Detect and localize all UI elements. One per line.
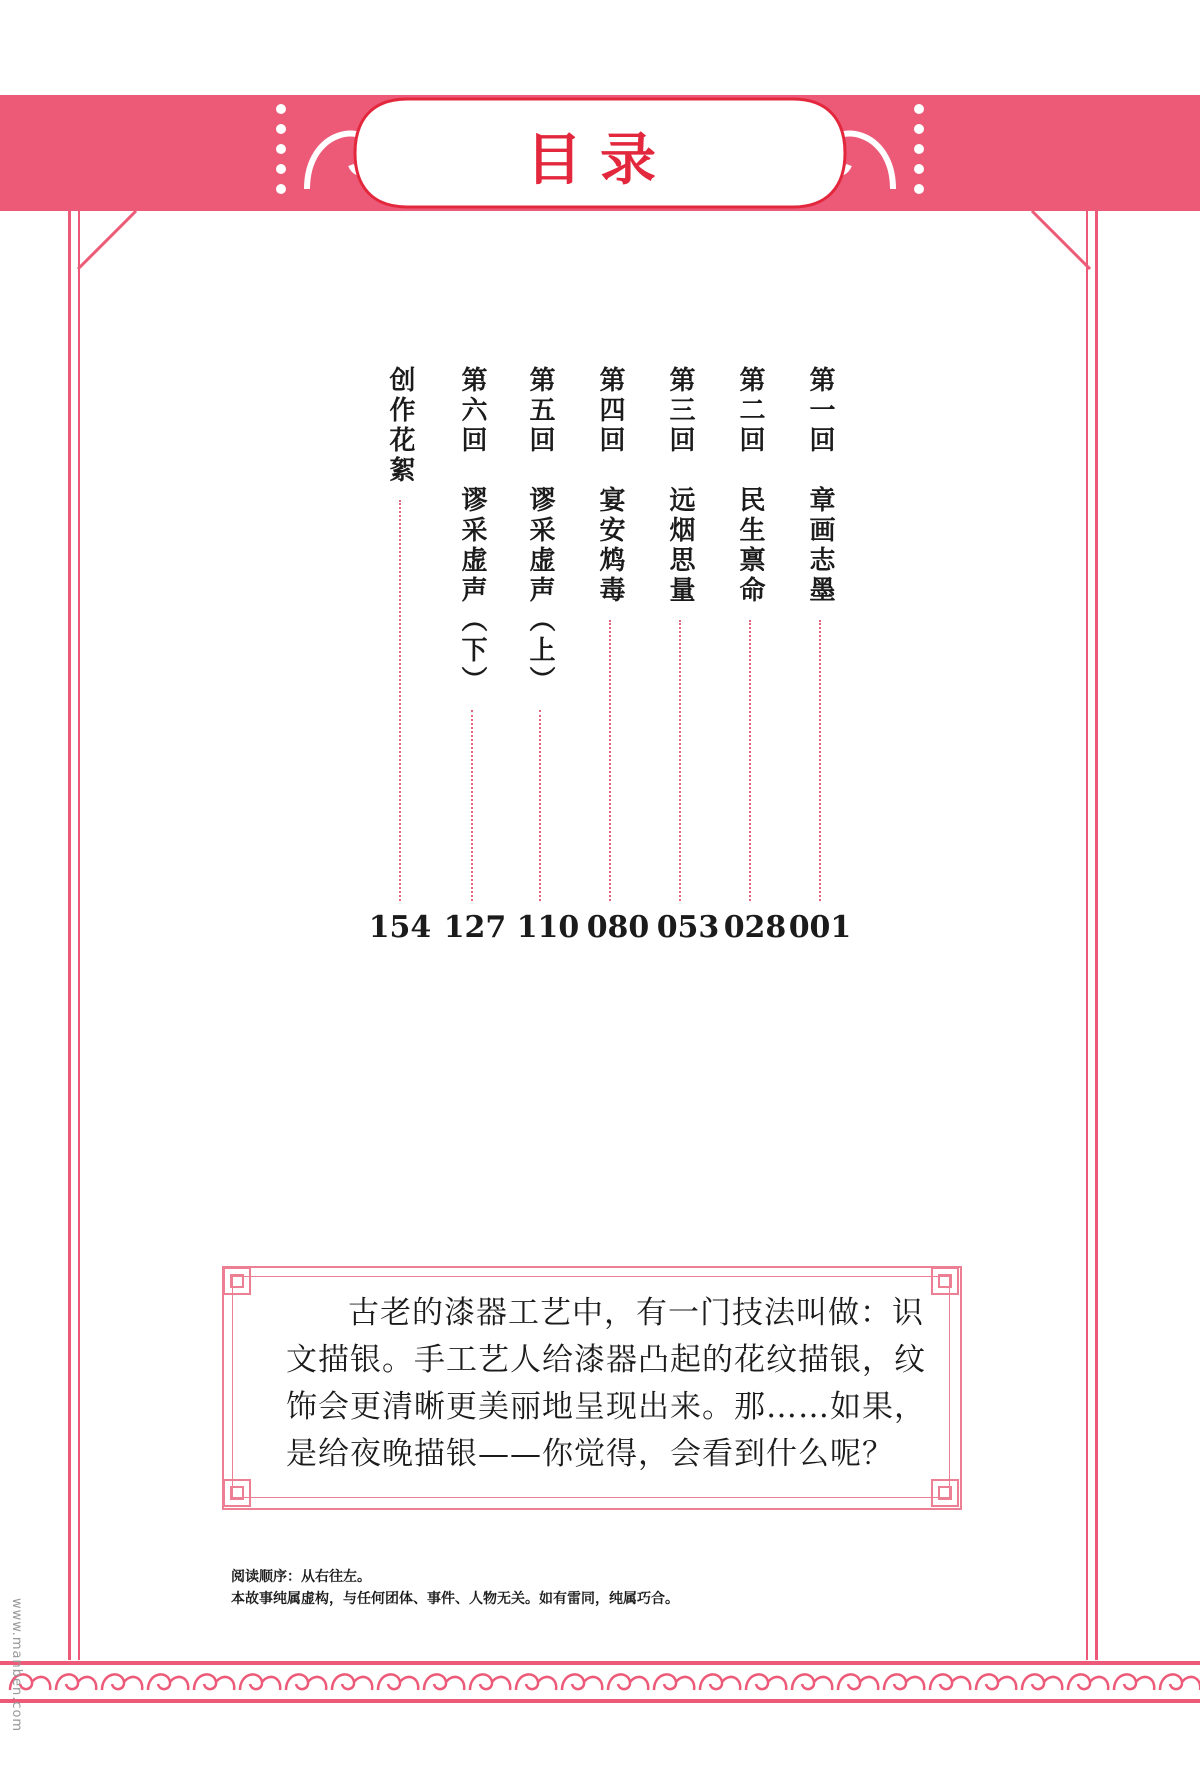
page-title: 目录 (526, 128, 674, 193)
toc-entry-title: 创作花絮 (385, 366, 415, 486)
toc-entry-title: 第一回 章画志墨 (805, 366, 835, 606)
frame-left-inner-line (78, 211, 80, 1660)
toc-entry-title: 第三回 远烟思量 (665, 366, 695, 606)
toc-page-number: 080 (586, 910, 650, 945)
frame-corner-right (1030, 211, 1100, 281)
toc-entry-1[interactable] (800, 366, 840, 901)
toc-page-number: 053 (656, 910, 720, 945)
toc-dot-leader (679, 620, 681, 901)
toc-entry-title: 第六回 谬采虚声（下） (457, 366, 487, 696)
toc-entry-4[interactable] (590, 366, 630, 901)
toc-page-number: 127 (443, 910, 507, 945)
toc-dot-leader (819, 620, 821, 901)
reading-order-note: 阅读顺序：从右往左。 (231, 1569, 371, 1585)
toc-entry-title: 第四回 宴安鸩毒 (595, 366, 625, 606)
toc-dot-leader (539, 710, 541, 901)
toc-entry-6[interactable] (452, 366, 492, 901)
intro-paragraph: 古老的漆器工艺中，有一门技法叫做：识文描银。手工艺人给漆器凸起的花纹描银，纹饰会更清晰更美丽地呈现出来。那……如果，是给夜晚描银——你觉得，会看到什么呢？ (286, 1295, 926, 1472)
toc-dot-leader (609, 620, 611, 901)
toc-entry-7[interactable] (380, 366, 420, 901)
frame-right-line (1095, 211, 1098, 1660)
toc-entry-title: 第二回 民生禀命 (735, 366, 765, 606)
toc-page-number: 110 (516, 910, 580, 945)
frame-right-inner-line (1086, 211, 1088, 1660)
toc-dot-leader (471, 710, 473, 901)
disclaimer-note: 本故事纯属虚构，与任何团体、事件、人物无关。如有雷同，纯属巧合。 (231, 1591, 679, 1607)
bottom-ornament-band (0, 1660, 1200, 1704)
toc-page-number: 154 (368, 910, 432, 945)
toc-dot-leader (399, 500, 401, 901)
frame-corner-left (68, 211, 138, 281)
toc-page-number: 028 (723, 910, 787, 945)
frame-left-line (68, 211, 71, 1660)
toc-dot-leader (749, 620, 751, 901)
side-watermark: www.manben.com (9, 1598, 24, 1733)
reader-notes (231, 1566, 679, 1610)
toc-entry-5[interactable] (520, 366, 560, 901)
toc-entry-2[interactable] (730, 366, 770, 901)
toc-entry-3[interactable] (660, 366, 700, 901)
toc-entry-title: 第五回 谬采虚声（上） (525, 366, 555, 696)
toc-page-number: 001 (788, 910, 852, 945)
